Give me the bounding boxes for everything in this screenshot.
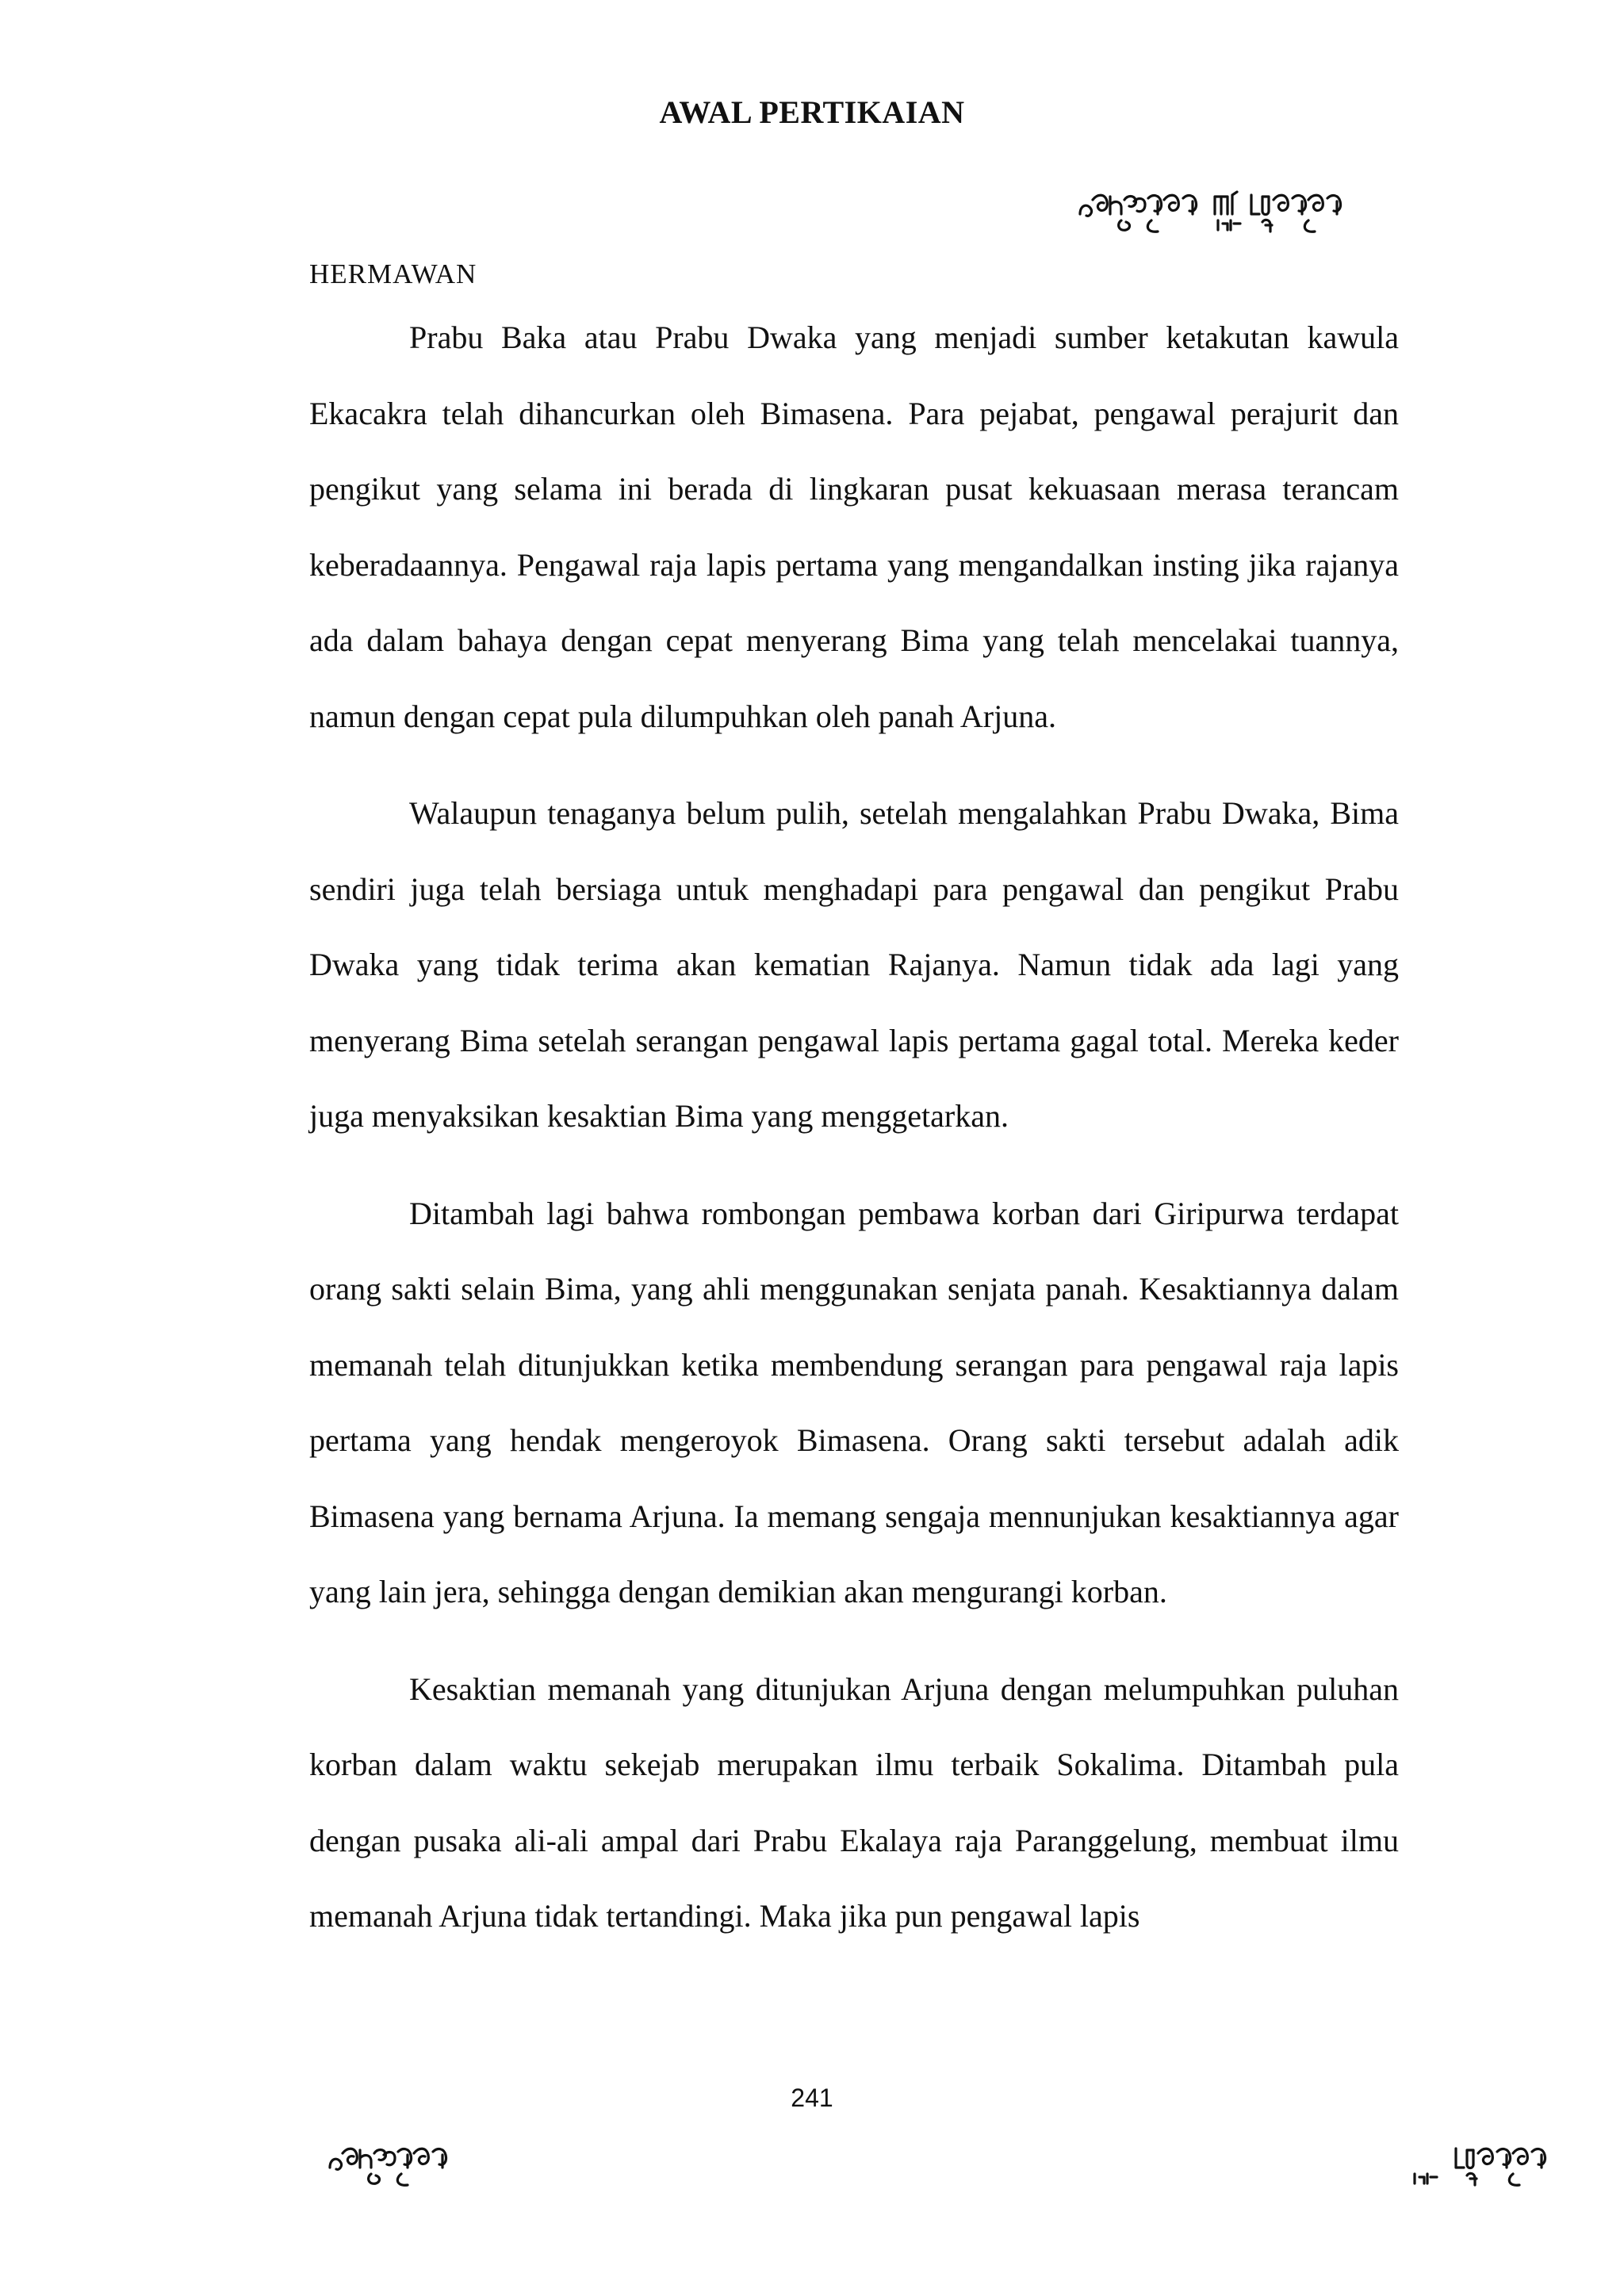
page-title: AWAL PERTIKAIAN [659,94,965,130]
paragraph-2: Walaupun tenaganya belum pulih, setelah mengalahkan Prabu Dwaka, Bima sendiri juga telah bersiaga untuk menghadapi para pengawal dan pengikut Prabu Dwaka yang tidak terima akan kematian Rajanya. Namun tidak ada lagi yang menyerang Bima setelah serangan pengawal lapis pertama gagal total. Mereka keder juga menyaksikan kesaktian Bima yang menggetarkan. [309,795,1399,1134]
page-number: 241 [791,2084,833,2112]
paragraph-1: Prabu Baka atau Prabu Dwaka yang menjadi sumber ketakutan kawula Ekacakra telah dihancurkan oleh Bimasena. Para pejabat, pengawal perajurit dan pengikut yang selama ini berada di lingkaran pusat kekuasaan merasa terancam keberadaannya. Pengawal raja lapis pertama yang mengandalkan insting jika rajanya ada dalam bahaya dengan cepat menyerang Bima yang telah mencelakai tuannya, namun dengan cepat pula dilumpuhkan oleh panah Arjuna. [309,320,1399,734]
javanese-script-header-mark [1075,186,1408,244]
javanese-script-glyphs [325,2139,500,2198]
paragraph-4: Kesaktian memanah yang ditunjukan Arjuna dengan melumpuhkan puluhan korban dalam waktu sekejab merupakan ilmu terbaik Sokalima. Ditambah pula dengan pusaka ali-ali ampal dari Prabu Ekalaya raja Paranggelung, membuat ilmu memanah Arjuna tidak tertandingi. Maka jika pun pengawal lapis [309,1670,1399,1934]
javanese-script-footer-right-mark [1408,2139,1559,2198]
author-name: HERMAWAN [309,258,477,289]
javanese-script-footer-left-mark [325,2139,500,2198]
javanese-script-glyphs [1408,2139,1559,2198]
body-text [309,300,1399,1976]
javanese-script-glyphs [1075,186,1408,244]
paragraph-3: Ditambah lagi bahwa rombongan pembawa korban dari Giripurwa terdapat orang sakti selain Bima, yang ahli menggunakan senjata panah. Kesaktiannya dalam memanah telah ditunjukkan ketika membendung serangan para pengawal raja lapis pertama yang hendak mengeroyok Bimasena. Orang sakti tersebut adalah adik Bimasena yang bernama Arjuna. Ia memang sengaja mennunjukan kesaktiannya agar yang lain jera, sehingga dengan demikian akan mengurangi korban. [309,1195,1399,1609]
